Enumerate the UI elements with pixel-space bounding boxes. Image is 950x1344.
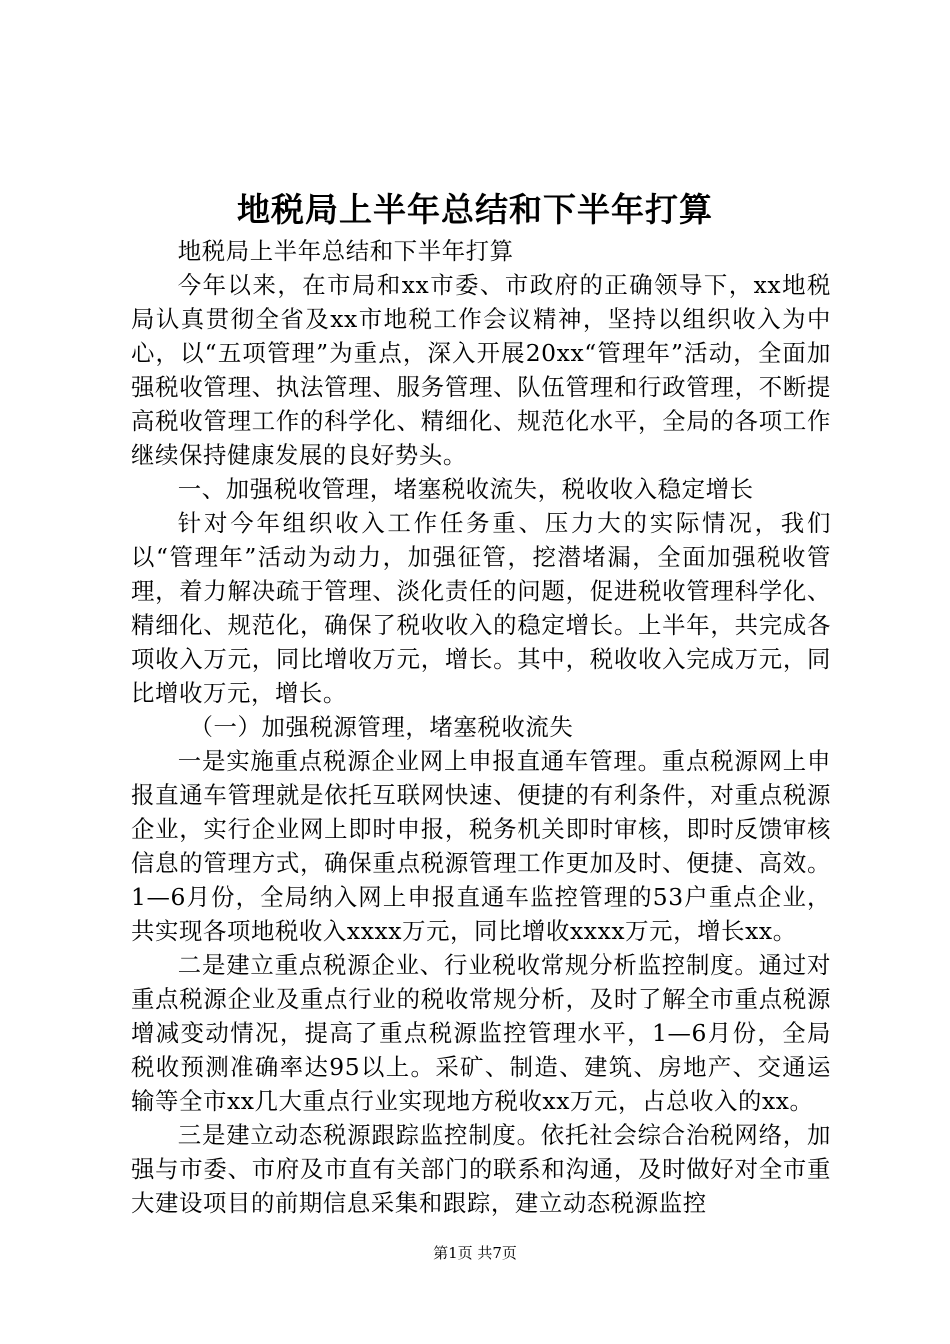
paragraph-item-2: 二是建立重点税源企业、行业税收常规分析监控制度。通过对重点税源企业及重点行业的税收常规分析，及时了解全市重点税源增减变动情况，提高了重点税源监控管理水平，1—6月份，全局税收预测准确率达95以上。采矿、制造、建筑、房地产、交通运输等全市xx几大重点行业实现地方税收xx万元，占总收入的xx。 <box>131 951 831 1115</box>
document-title: 地税局上半年总结和下半年打算 <box>237 190 713 229</box>
section-heading-1: 一、加强税收管理，堵塞税收流失，税收收入稳定增长 <box>177 475 754 503</box>
paragraph-section-1: 针对今年组织收入工作任务重、压力大的实际情况，我们以“管理年”活动为动力，加强征管，挖潜堵漏，全面加强税收管理，着力解决疏于管理、淡化责任的问题，促进税收管理科学化、精细化、规范化，确保了税收收入的稳定增长。上半年，共完成各项收入万元，同比增收万元，增长。其中，税收收入完成万元，同比增收万元，增长。 <box>131 509 831 707</box>
document-body <box>131 234 831 1220</box>
page-footer: 第1页 共7页 <box>433 1244 517 1262</box>
paragraph-intro: 今年以来，在市局和xx市委、市政府的正确领导下，xx地税局认真贯彻全省及xx市地税工作会议精神，坚持以组织收入为中心，以“五项管理”为重点，深入开展20xx“管理年”活动，全面加强税收管理、执法管理、服务管理、队伍管理和行政管理，不断提高税收管理工作的科学化、精细化、规范化水平，全局的各项工作继续保持健康发展的良好势头。 <box>131 271 831 469</box>
subsection-heading-1: （一）加强税源管理，堵塞税收流失 <box>189 713 574 741</box>
paragraph-item-3: 三是建立动态税源跟踪监控制度。依托社会综合治税网络，加强与市委、市府及市直有关部门的联系和沟通，及时做好对全市重大建设项目的前期信息采集和跟踪，建立动态税源监控 <box>131 1121 831 1217</box>
paragraph-subtitle: 地税局上半年总结和下半年打算 <box>177 237 514 265</box>
paragraph-item-1: 一是实施重点税源企业网上申报直通车管理。重点税源网上申报直通车管理就是依托互联网快速、便捷的有利条件，对重点税源企业，实行企业网上即时申报，税务机关即时审核，即时反馈审核信息的管理方式，确保重点税源管理工作更加及时、便捷、高效。1—6月份，全局纳入网上申报直通车监控管理的53户重点企业，共实现各项地税收入xxxx万元，同比增收xxxx万元，增长xx。 <box>131 747 831 945</box>
